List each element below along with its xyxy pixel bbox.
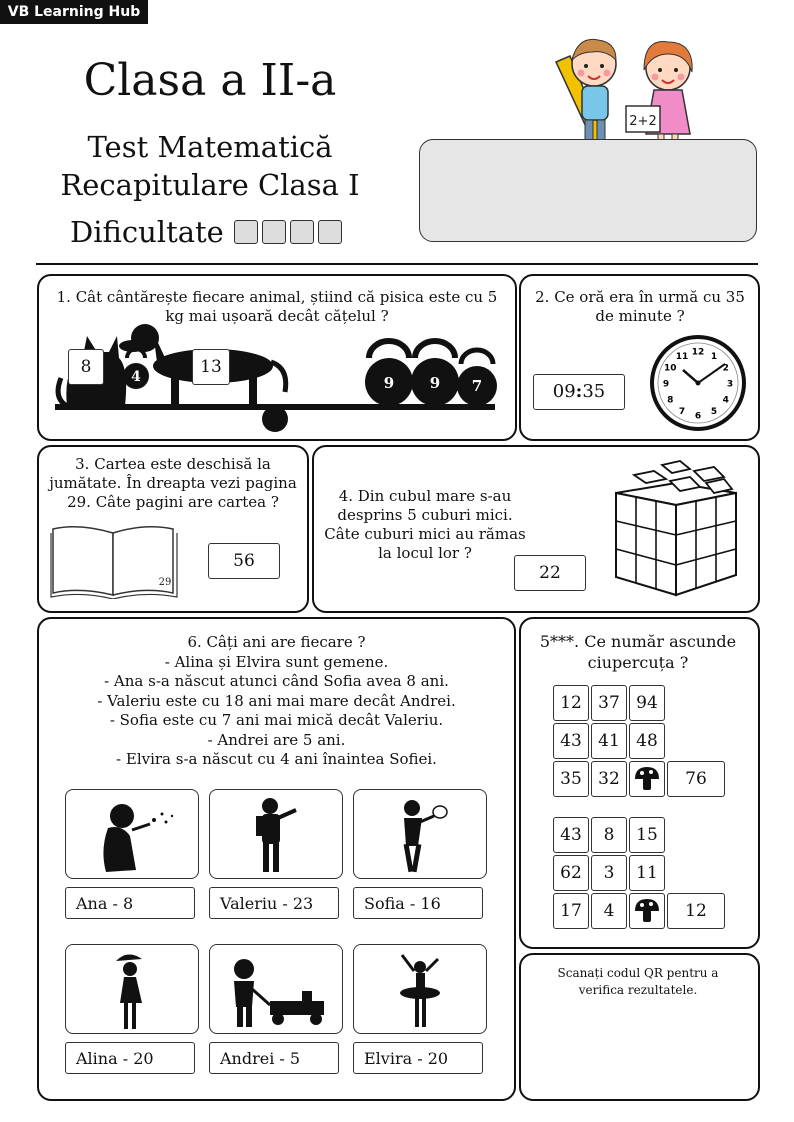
- grid2-cell: 43: [553, 817, 589, 853]
- question-2-card: [519, 274, 760, 441]
- dog-answer-box[interactable]: 13: [192, 349, 230, 385]
- clue-3: - Valeriu este cu 18 ani mai mare decât Andrei.: [97, 691, 456, 710]
- clock-numeral: 3: [726, 379, 734, 390]
- weight-4-label: 4: [131, 369, 141, 385]
- book-page-number: 29: [158, 577, 172, 588]
- grid2-cell: 15: [629, 817, 665, 853]
- clue-5: - Andrei are 5 ani.: [207, 730, 346, 749]
- weight-9a-label: 9: [383, 374, 395, 392]
- question-5-text: 5***. Ce număr ascunde ciupercuța ?: [539, 632, 737, 672]
- difficulty-box: [318, 220, 342, 244]
- clue-4: - Sofia este cu 7 ani mai mică decât Valeriu.: [109, 711, 444, 729]
- grid1-cell: 94: [629, 685, 665, 721]
- name-box-alina[interactable]: Alina - 20: [65, 1042, 195, 1074]
- grid2-cell: 4: [591, 893, 627, 929]
- difficulty-box: [262, 220, 286, 244]
- qr-instructions: Scanați codul QR pentru a verifica rezultatele.: [557, 966, 719, 997]
- question-6-title: 6. Câți ani are fiecare ?: [187, 633, 366, 651]
- grid1-cell: 43: [553, 723, 589, 759]
- time-hours: 09: [552, 381, 576, 402]
- clock-numeral: 8: [667, 395, 674, 406]
- photo-alina: [65, 944, 199, 1034]
- question-2-text: 2. Ce oră era în urmă cu 35 de minute ?: [535, 288, 745, 325]
- clock-numeral: 12: [691, 347, 705, 358]
- clock-numeral: 9: [662, 379, 670, 390]
- grid1-cell: 37: [591, 685, 627, 721]
- cube-answer-box[interactable]: 22: [514, 555, 586, 591]
- svg-text:2+2: 2+2: [629, 114, 657, 129]
- grid1-mushroom-cell: [629, 761, 665, 797]
- subtitle-line-1: Test Matematică: [87, 130, 333, 164]
- name-box-sofia[interactable]: Sofia - 16: [353, 887, 483, 919]
- difficulty-box: [290, 220, 314, 244]
- weight-7-label: 7: [471, 377, 483, 395]
- difficulty-row: [70, 212, 342, 252]
- grid1-cell: 32: [591, 761, 627, 797]
- clock-numeral: 1: [710, 351, 718, 362]
- question-1-text: 1. Cât cântărește fiecare animal, știind că pisica este cu 5 kg mai ușoară decât cățelul ?: [56, 288, 498, 325]
- grid2-mushroom-cell: [629, 893, 665, 929]
- open-book-illustration: [49, 523, 179, 599]
- brand-tag: VB Learning Hub: [0, 0, 148, 24]
- difficulty-box: [234, 220, 258, 244]
- photo-valeriu: [209, 789, 343, 879]
- clock-numeral: 7: [678, 407, 686, 418]
- clue-2: - Ana s-a născut atunci când Sofia avea 8 ani.: [104, 672, 449, 690]
- question-6-card: [37, 617, 516, 1101]
- clock-numeral: 10: [664, 363, 677, 374]
- subtitle-line-2: Recapitulare Clasa I: [60, 168, 360, 202]
- name-box-andrei[interactable]: Andrei - 5: [209, 1042, 339, 1074]
- book-answer-box[interactable]: 56: [208, 543, 280, 579]
- clue-1: - Alina și Elvira sunt gemene.: [164, 652, 389, 671]
- header-divider: [36, 263, 758, 265]
- mushroom-icon: [630, 762, 664, 796]
- grid2-cell: 11: [629, 855, 665, 891]
- name-box[interactable]: [419, 139, 757, 242]
- photo-ana: [65, 789, 199, 879]
- grid1-cell: 12: [553, 685, 589, 721]
- name-box-valeriu[interactable]: Valeriu - 23: [209, 887, 339, 919]
- question-6-text: [47, 633, 506, 770]
- grid1-cell: 41: [591, 723, 627, 759]
- name-box-ana[interactable]: Ana - 8: [65, 887, 195, 919]
- clock-face: [649, 334, 747, 432]
- grid2-cell: 8: [591, 817, 627, 853]
- difficulty-label: Dificultate: [70, 215, 224, 249]
- question-1-card: [37, 274, 517, 441]
- grid1-answer-box[interactable]: 76: [667, 761, 725, 797]
- clock-numeral: 11: [675, 351, 689, 362]
- cat-answer-box[interactable]: 8: [68, 349, 104, 385]
- photo-andrei: [209, 944, 343, 1034]
- clue-6: - Elvira s-a născut cu 4 ani înaintea Sofiei.: [116, 750, 437, 768]
- weight-9b-label: 9: [429, 374, 441, 392]
- mushroom-icon: [630, 894, 664, 928]
- photo-sofia: [353, 789, 487, 879]
- question-3-text: 3. Cartea este deschisă la jumătate. În dreapta vezi pagina 29. Câte pagini are cartea ?: [49, 455, 297, 511]
- time-colon: :: [575, 381, 583, 402]
- clock-numeral: 6: [694, 411, 702, 422]
- time-answer-box[interactable]: [533, 374, 625, 410]
- grade-title: Clasa a II-a: [83, 55, 337, 106]
- name-box-elvira[interactable]: Elvira - 20: [353, 1042, 483, 1074]
- clock-numeral: 5: [710, 407, 718, 418]
- question-5-card: [519, 617, 760, 949]
- cube-illustration: [610, 457, 740, 597]
- question-4-card: [312, 445, 760, 613]
- clock-numeral: 2: [722, 363, 729, 374]
- grid1-cell: 48: [629, 723, 665, 759]
- question-3-card: [37, 445, 309, 613]
- grid2-answer-box[interactable]: 12: [667, 893, 725, 929]
- grid2-cell: 62: [553, 855, 589, 891]
- grid1-cell: 35: [553, 761, 589, 797]
- time-minutes: 35: [582, 381, 606, 402]
- test-subtitle: [40, 128, 380, 204]
- grid2-cell: 3: [591, 855, 627, 891]
- clock-numeral: 4: [722, 395, 729, 406]
- scale-illustration: [53, 318, 503, 433]
- photo-elvira: [353, 944, 487, 1034]
- question-4-text: 4. Din cubul mare s-au desprins 5 cuburi mici. Câte cuburi mici au rămas la locul lor ?: [324, 487, 526, 562]
- grid2-cell: 17: [553, 893, 589, 929]
- qr-card: [519, 953, 760, 1101]
